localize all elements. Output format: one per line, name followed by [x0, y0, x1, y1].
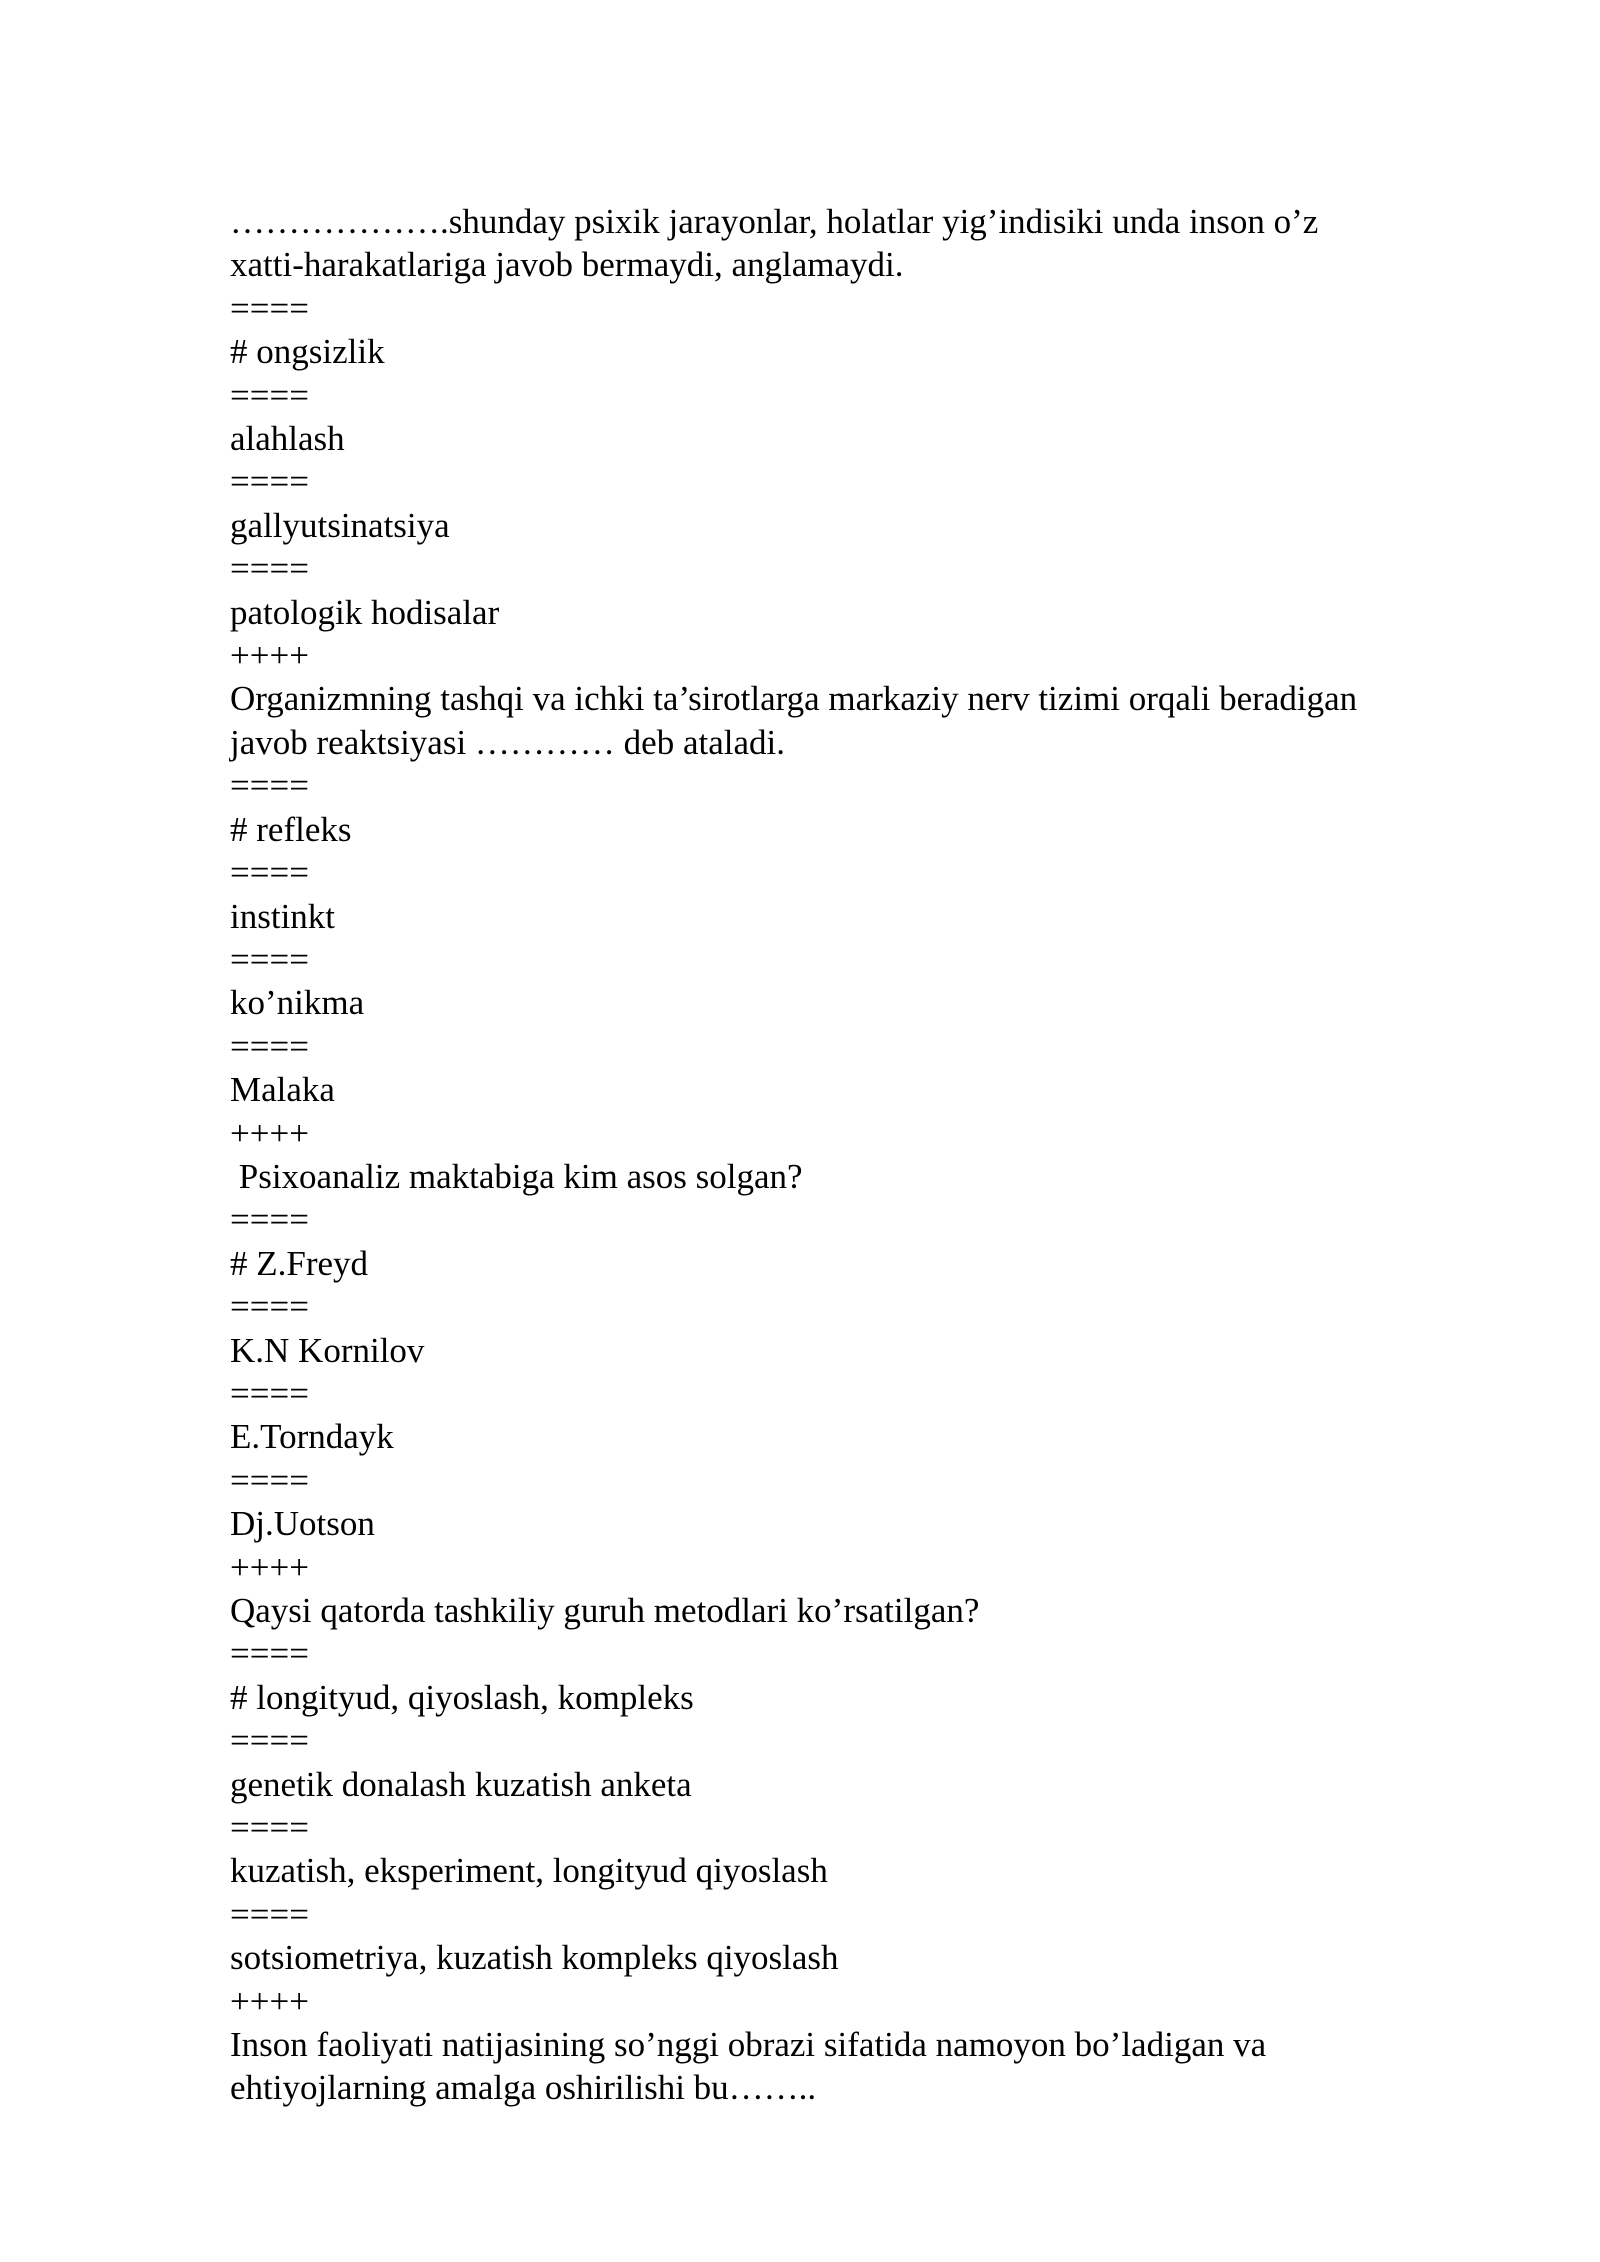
separator-line: ====	[230, 1894, 309, 1934]
document-page	[230, 200, 1470, 2110]
text-line: ……………….shunday psixik jarayonlar, holatlar yig’indisiki unda inson o’z	[230, 202, 1319, 241]
answer-line: ko’nikma	[230, 983, 365, 1023]
separator-line: ====	[230, 288, 309, 328]
separator-line: ====	[230, 462, 309, 502]
separator-line: ====	[230, 853, 309, 893]
answer-line: gallyutsinatsiya	[230, 505, 450, 545]
question-text: ehtiyojlarning amalga oshirilishi bu……..	[230, 2068, 817, 2108]
separator-line: ====	[230, 549, 309, 589]
answer-line: instinkt	[230, 896, 336, 936]
question-text: Inson faoliyati natijasining so’nggi obrazi sifatida namoyon bo’ladigan va	[230, 2025, 1267, 2065]
answer-line: sotsiometriya, kuzatish kompleks qiyoslash	[230, 1938, 839, 1978]
separator-line: ====	[230, 375, 309, 415]
separator-line: ====	[230, 1200, 309, 1240]
answer-line-correct: # Z.Freyd	[230, 1243, 369, 1283]
question-separator: ++++	[230, 1981, 309, 2021]
answer-line: kuzatish, eksperiment, longityud qiyoslash	[230, 1851, 828, 1891]
question-text: Organizmning tashqi va ichki ta’sirotlarga markaziy nerv tizimi orqali beradigan	[230, 679, 1358, 719]
text-line: xatti-harakatlariga javob bermaydi, anglamaydi.	[230, 245, 904, 285]
separator-line: ====	[230, 939, 309, 979]
answer-line: E.Torndayk	[230, 1417, 394, 1457]
question-text: Psixoanaliz maktabiga kim asos solgan?	[230, 1156, 803, 1196]
answer-line: K.N Kornilov	[230, 1330, 425, 1370]
question-separator: ++++	[230, 636, 309, 676]
answer-line: patologik hodisalar	[230, 592, 500, 632]
answer-line: genetik donalash kuzatish anketa	[230, 1764, 692, 1804]
separator-line: ====	[230, 1373, 309, 1413]
answer-line-correct: # longityud, qiyoslash, kompleks	[230, 1677, 694, 1717]
answer-line-correct: # refleks	[230, 809, 352, 849]
separator-line: ====	[230, 1808, 309, 1848]
separator-line: ====	[230, 1026, 309, 1066]
question-text: javob reaktsiyasi ………… deb ataladi.	[230, 722, 785, 762]
answer-line: Dj.Uotson	[230, 1504, 375, 1544]
separator-line: ====	[230, 1634, 309, 1674]
question-separator: ++++	[230, 1113, 309, 1153]
separator-line: ====	[230, 766, 309, 806]
separator-line: ====	[230, 1287, 309, 1327]
answer-line: Malaka	[230, 1070, 335, 1110]
question-text: Qaysi qatorda tashkiliy guruh metodlari ko’rsatilgan?	[230, 1591, 980, 1630]
answer-line-correct: # ongsizlik	[230, 332, 385, 372]
separator-line: ====	[230, 1721, 309, 1761]
question-separator: ++++	[230, 1547, 309, 1587]
answer-line: alahlash	[230, 419, 345, 459]
separator-line: ====	[230, 1460, 309, 1500]
